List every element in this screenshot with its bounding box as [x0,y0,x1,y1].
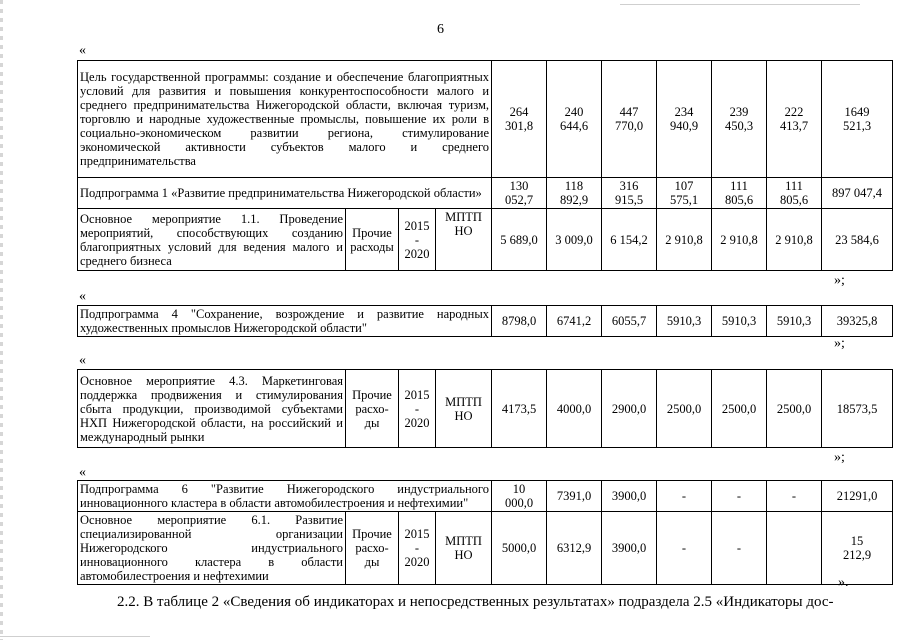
open-quote-2: « [79,289,86,304]
table-row [78,481,893,512]
executor-cell: МПТП НО [436,370,492,448]
value-cell: 2 910,8 [712,209,767,271]
value-cell: 6055,7 [602,306,657,337]
value-cell: 264 301,8 [492,61,547,178]
value-cell: 10 000,0 [492,481,547,512]
table-row [78,512,893,585]
value-cell: 111 805,6 [767,178,822,209]
funding-table-goal [77,60,893,271]
subprogram-1-cell: Подпрограмма 1 «Развитие предпринимательства Нижегородской области» [78,178,492,209]
value-cell: 897 047,4 [822,178,893,209]
period-cell: 2015 - 2020 [399,370,436,448]
value-cell: 4000,0 [547,370,602,448]
value-cell: 222 413,7 [767,61,822,178]
program-goal-cell: Цель государственной программы: создание и обеспечение благоприятных условий для развития и повышения конкурентоспособности малого и среднего предпринимательства Нижегородской области, включая туризм, торговлю и народные художественные промыслы, повышение их роли в социально-экономическом развитии региона, стимулирование экономической активности субъектов малого и среднего предпринимательства [78,61,492,178]
period-cell: 2015 - 2020 [399,512,436,585]
value-cell: - [712,481,767,512]
value-cell: 240 644,6 [547,61,602,178]
value-cell: 5910,3 [712,306,767,337]
close-quote-final: ». [838,575,849,590]
table-row [78,370,893,448]
value-cell: 5910,3 [767,306,822,337]
executor-cell: МПТП НО [436,512,492,585]
executor-cell: МПТП НО [436,209,492,271]
table-row [78,178,893,209]
value-cell: 2900,0 [602,370,657,448]
value-cell: - [657,512,712,585]
value-cell: 239 450,3 [712,61,767,178]
value-cell: 316 915,5 [602,178,657,209]
funding-table-subprogram-6 [77,480,893,585]
value-cell: 23 584,6 [822,209,893,271]
expense-type-cell: Прочие расходы [346,209,399,271]
close-quote-2: »; [834,336,845,351]
funding-table-measure-4-3 [77,369,893,448]
value-cell: 3 009,0 [547,209,602,271]
value-cell: 18573,5 [822,370,893,448]
close-quote-3: »; [834,450,845,465]
measure-1-1-cell: Основное мероприятие 1.1. Проведение мероприятий, способствующих созданию благоприятных условий для ведения малого и среднего бизнеса [78,209,346,271]
expense-type-cell: Прочие расхо- ды [346,370,399,448]
value-cell: 1649 521,3 [822,61,893,178]
table-row [78,306,893,337]
table-row [78,209,893,271]
expense-type-cell: Прочие расхо- ды [346,512,399,585]
value-cell: 2 910,8 [657,209,712,271]
value-cell: 39325,8 [822,306,893,337]
value-cell: 5 689,0 [492,209,547,271]
scan-bottom-mark [0,636,150,637]
value-cell: 447 770,0 [602,61,657,178]
value-cell: - [712,512,767,585]
subprogram-6-cell: Подпрограмма 6 "Развитие Нижегородского индустриального инновационного кластера в области автомобилестроения и нефтехимии" [78,481,492,512]
table-row [78,61,893,178]
value-cell: 6312,9 [547,512,602,585]
close-quote-1: »; [834,273,845,288]
scan-edge-marks [0,0,3,640]
subprogram-4-cell: Подпрограмма 4 "Сохранение, возрождение и развитие народных художественных промыслов Нижегородской области" [78,306,492,337]
value-cell: 15 212,9 [822,512,893,585]
value-cell: - [767,481,822,512]
value-cell: 4173,5 [492,370,547,448]
value-cell: 7391,0 [547,481,602,512]
value-cell: 118 892,9 [547,178,602,209]
value-cell: 3900,0 [602,481,657,512]
value-cell: 2500,0 [712,370,767,448]
value-cell: 130 052,7 [492,178,547,209]
scan-top-mark [620,4,860,5]
measure-4-3-cell: Основное мероприятие 4.3. Маркетинговая поддержка продвижения и стимулирования сбыта продукции, производимой субъектами НХП Нижегородской области, на российский и международный рынки [78,370,346,448]
value-cell: 5910,3 [657,306,712,337]
value-cell: 3900,0 [602,512,657,585]
open-quote-3: « [79,353,86,368]
period-cell: 2015 - 2020 [399,209,436,271]
value-cell: 2500,0 [767,370,822,448]
page-number: 6 [437,22,444,37]
open-quote-1: « [79,43,86,58]
value-cell: 5000,0 [492,512,547,585]
value-cell: 8798,0 [492,306,547,337]
funding-table-subprogram-4 [77,305,893,337]
measure-6-1-cell: Основное мероприятие 6.1. Развитие специализированной организации Нижегородского индустриального инновационного кластера в области автомобилестроения и нефтехимии [78,512,346,585]
value-cell: 2 910,8 [767,209,822,271]
value-cell: 107 575,1 [657,178,712,209]
value-cell [767,512,822,585]
open-quote-4: « [79,465,86,480]
value-cell: 234 940,9 [657,61,712,178]
value-cell: 2500,0 [657,370,712,448]
value-cell: 111 805,6 [712,178,767,209]
body-paragraph: 2.2. В таблице 2 «Сведения об индикаторах и непосредственных результатах» подраздела 2.5 «Индикаторы дос- [117,594,834,610]
value-cell: 6 154,2 [602,209,657,271]
value-cell: 21291,0 [822,481,893,512]
value-cell: 6741,2 [547,306,602,337]
value-cell: - [657,481,712,512]
